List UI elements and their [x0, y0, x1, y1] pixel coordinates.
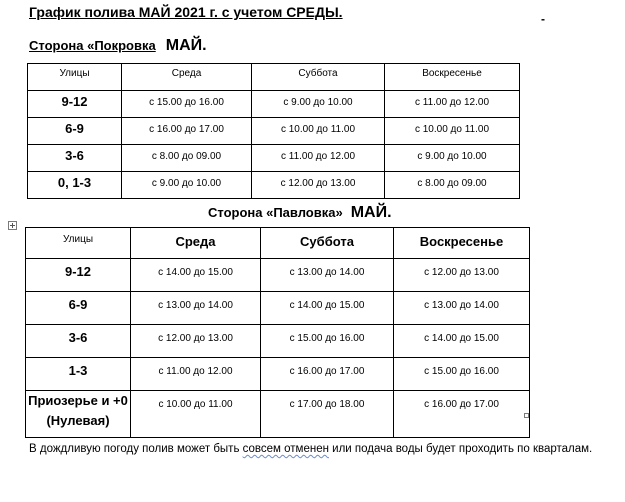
- time-cell: с 10.00 до 11.00: [131, 391, 261, 438]
- street-cell: 6-9: [26, 292, 131, 325]
- street-cell: 1-3: [26, 358, 131, 391]
- time-cell: с 12.00 до 13.00: [394, 259, 530, 292]
- time-cell: с 11.00 до 12.00: [131, 358, 261, 391]
- table-row: [26, 358, 530, 391]
- table-row: [26, 391, 530, 438]
- time-cell: с 9.00 до 10.00: [252, 91, 385, 118]
- footer-text-start: В дождливую погоду полив может быть: [29, 443, 243, 455]
- table-move-handle-icon[interactable]: [8, 221, 17, 230]
- time-cell: с 10.00 до 11.00: [385, 118, 520, 145]
- header-cell-streets: Улицы: [26, 228, 131, 259]
- table-resize-handle-icon[interactable]: [524, 413, 529, 418]
- footer-text-spellcheck-underlined: совсем отменен: [242, 443, 329, 455]
- table-row: [26, 292, 530, 325]
- section-side-name: Сторона «Павловка»: [208, 205, 343, 220]
- time-cell: с 13.00 до 14.00: [261, 259, 394, 292]
- table-row: [26, 259, 530, 292]
- time-cell: с 14.00 до 15.00: [394, 325, 530, 358]
- time-cell: с 14.00 до 15.00: [131, 259, 261, 292]
- time-cell: с 15.00 до 16.00: [122, 91, 252, 118]
- section-side-name: Сторона «Покровка: [29, 38, 156, 53]
- time-cell: с 8.00 до 09.00: [122, 145, 252, 172]
- street-cell: 0, 1-3: [28, 172, 122, 199]
- table-row: [26, 325, 530, 358]
- street-cell: 9-12: [26, 259, 131, 292]
- section-month: МАЙ.: [165, 37, 207, 54]
- header-cell-wednesday: Среда: [122, 64, 252, 91]
- time-cell: с 8.00 до 09.00: [385, 172, 520, 199]
- street-cell: 3-6: [26, 325, 131, 358]
- section-heading-pavlovka: [208, 204, 392, 222]
- time-cell: с 13.00 до 14.00: [131, 292, 261, 325]
- table-row: [28, 91, 520, 118]
- schedule-table-pavlovka: [25, 227, 530, 438]
- time-cell: с 13.00 до 14.00: [394, 292, 530, 325]
- section-month: МАЙ.: [350, 204, 392, 221]
- table-header-row: [28, 64, 520, 91]
- street-cell: 6-9: [28, 118, 122, 145]
- header-cell-sunday: Воскресенье: [385, 64, 520, 91]
- header-cell-saturday: Суббота: [261, 228, 394, 259]
- time-cell: с 10.00 до 11.00: [252, 118, 385, 145]
- schedule-table-pokrovka: [27, 63, 520, 199]
- document-title: График полива МАЙ 2021 г. с учетом СРЕДЫ.: [29, 4, 343, 20]
- street-cell: Приозерье и +0 (Нулевая): [26, 391, 131, 438]
- table-header-row: [26, 228, 530, 259]
- time-cell: с 11.00 до 12.00: [252, 145, 385, 172]
- time-cell: с 14.00 до 15.00: [261, 292, 394, 325]
- time-cell: с 15.00 до 16.00: [394, 358, 530, 391]
- footer-text-end: или подача воды будет проходить по кварталам.: [328, 443, 593, 455]
- time-cell: с 16.00 до 17.00: [394, 391, 530, 438]
- time-cell: с 12.00 до 13.00: [252, 172, 385, 199]
- stray-mark: -: [541, 12, 545, 26]
- time-cell: с 12.00 до 13.00: [131, 325, 261, 358]
- time-cell: с 15.00 до 16.00: [261, 325, 394, 358]
- footer-note: [29, 440, 604, 458]
- street-cell: 9-12: [28, 91, 122, 118]
- header-cell-wednesday: Среда: [131, 228, 261, 259]
- header-cell-streets: Улицы: [28, 64, 122, 91]
- header-cell-saturday: Суббота: [252, 64, 385, 91]
- street-cell: 3-6: [28, 145, 122, 172]
- table-row: [28, 145, 520, 172]
- time-cell: с 17.00 до 18.00: [261, 391, 394, 438]
- header-cell-sunday: Воскресенье: [394, 228, 530, 259]
- table-row: [28, 172, 520, 199]
- section-heading-pokrovka: [29, 37, 207, 55]
- time-cell: с 16.00 до 17.00: [122, 118, 252, 145]
- table-row: [28, 118, 520, 145]
- time-cell: с 9.00 до 10.00: [122, 172, 252, 199]
- time-cell: с 9.00 до 10.00: [385, 145, 520, 172]
- time-cell: с 16.00 до 17.00: [261, 358, 394, 391]
- time-cell: с 11.00 до 12.00: [385, 91, 520, 118]
